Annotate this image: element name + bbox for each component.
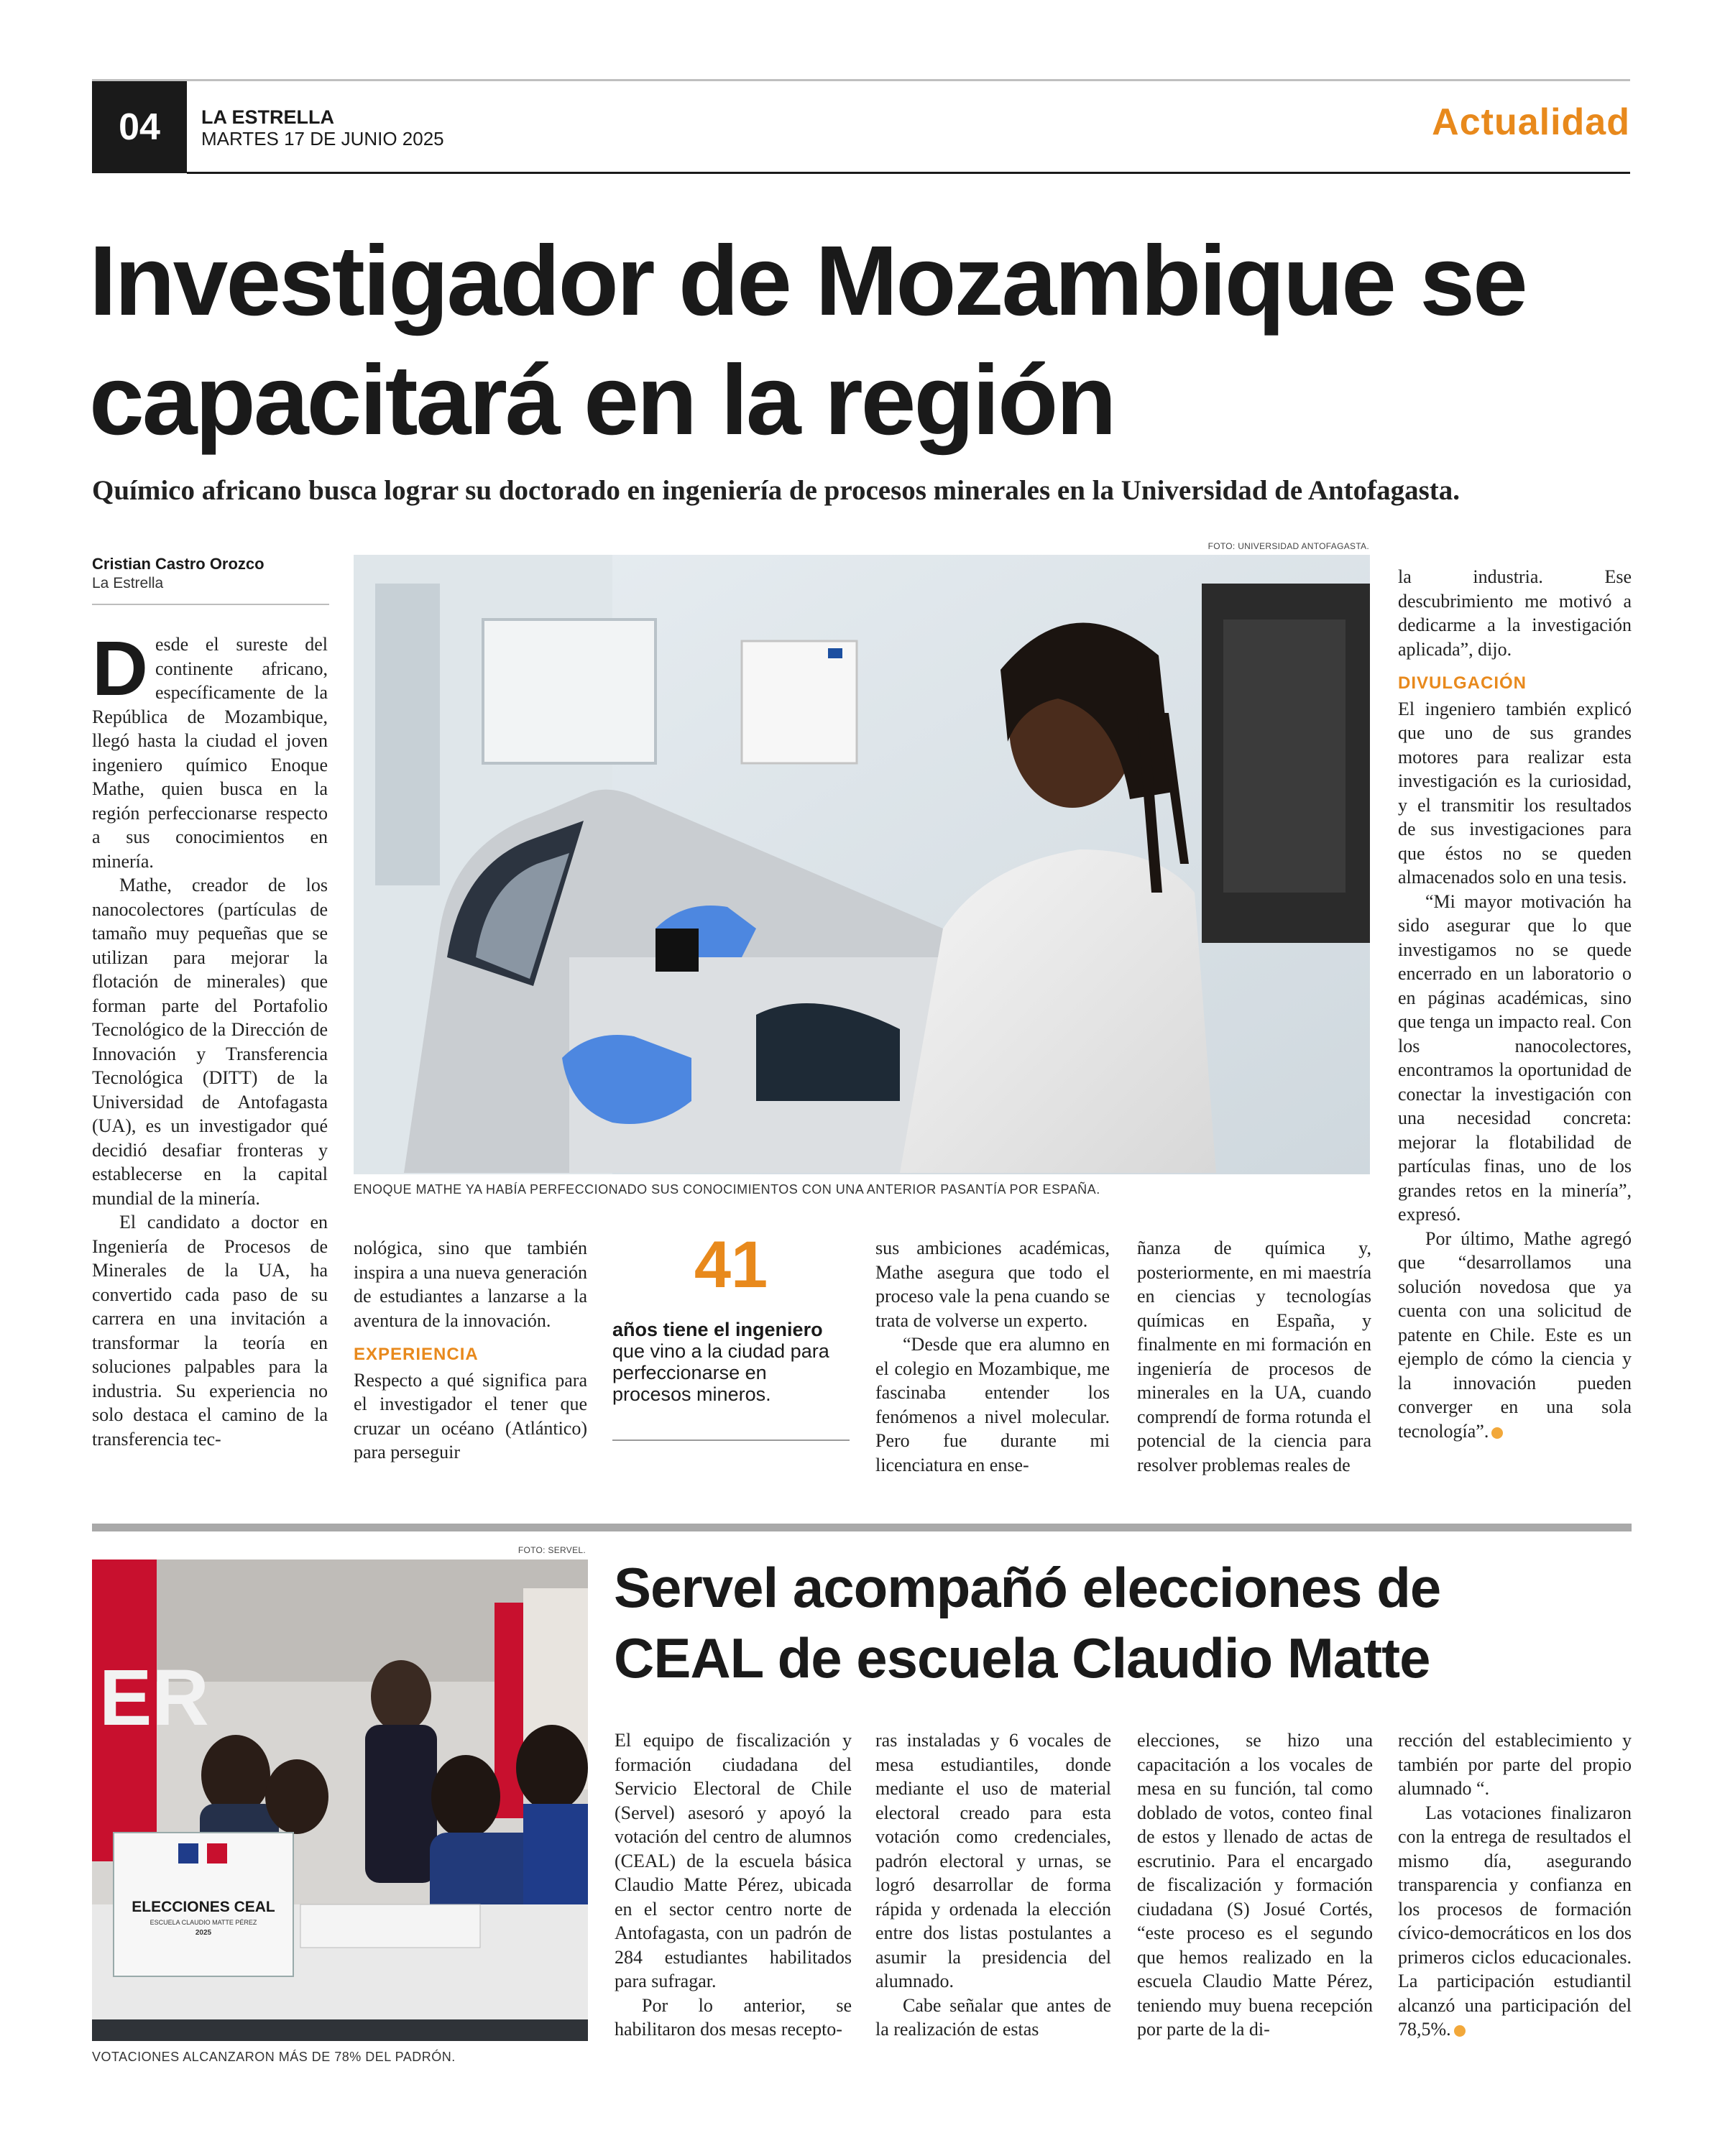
headline-2-line-2: CEAL de escuela Claudio Matte — [614, 1626, 1430, 1690]
ballot-box-title: ELECCIONES CEAL — [132, 1899, 275, 1915]
story1-col4-p2: “Desde que era alumno en el colegio en Mozambique, me fascinaba entender los fenómenos a nivel molecular. Pero fue durante mi licenciatura en ense- — [875, 1334, 1110, 1475]
byline-outlet: La Estrella — [92, 575, 164, 591]
ballot-box-subtitle: ESCUELA CLAUDIO MATTE PÉREZ — [150, 1919, 257, 1926]
subhead-divulgacion: DIVULGACIÓN — [1398, 673, 1527, 693]
story2-col4-p1: rección del establecimiento y también por parte del propio alumnado “. — [1398, 1730, 1632, 1799]
story1-col5-p1: ñanza de química y, posteriormente, en mi maestría en ciencias y tecnologías químicas en España, y finalmente en mi formación en ingeniería de procesos de minerales en la UA, cuando comprendí de forma rotunda el potencial de la ciencia para resolver problemas reales de — [1137, 1238, 1371, 1475]
story2-col4-p2 — [1398, 1801, 1632, 2042]
fact-text: que vino a la ciudad para perfeccionarse en procesos mineros. — [612, 1340, 829, 1405]
story1-col6-p1: la industria. Ese descubrimiento me motivó a dedicarme a la investigación aplicada”, dijo. — [1398, 566, 1632, 660]
story2-col2-p1: ras instaladas y 6 vocales de mesa estudiantiles, donde mediante el uso de material electoral creado para esta votación como credenciales, padrón electoral y urnas, se logró desarrollar de forma rápida y ordenada la elección entre dos listas postulantes a asumir la presidencia del alumnado. — [875, 1730, 1111, 1991]
story2-col3-p1: elecciones, se hizo una capacitación a los vocales de mesa en su función, tal como doblado de votos, conteo final de estos y llenado de actas de escrutinio. Para el encargado de fiscalización y formación ciudadana (S) Josué Cortés, “este proceso es el segundo que hemos realizado en la escuela Claudio Matte Pérez, teniendo muy buena recepción por parte de la di- — [1137, 1730, 1373, 2040]
deck: Químico africano busca lograr su doctorado en ingeniería de procesos minerales en la Universidad de Antofagasta. — [92, 475, 1460, 506]
photo-caption: ENOQUE MATHE YA HABÍA PERFECCIONADO SUS CONOCIMIENTOS CON UNA ANTERIOR PASANTÍA POR ESPAÑA. — [354, 1182, 1100, 1197]
story1-col6-p3: “Mi mayor motivación ha sido asegurar que lo que investigamos no se quede encerrado en un laboratorio o en páginas académicas, sino que tenga un impacto real. Con los nanocolectores, encontramos la oportunidad de conectar la investigación con una necesidad concreta: mejorar la flotabilidad de partículas finas, uno de los grandes retos en la minería”, expresó. — [1398, 890, 1632, 1225]
story2-column-2 — [875, 1728, 1111, 2042]
paper-name: LA ESTRELLA — [201, 106, 334, 128]
photo-credit: FOTO: UNIVERSIDAD ANTOFAGASTA. — [1208, 541, 1369, 551]
headline-2-line-1: Servel acompañó elecciones de — [614, 1556, 1441, 1619]
story1-col2-p2: Respecto a qué significa para el investigador el tener que cruzar un océano (Atlántico) para perseguir — [354, 1369, 587, 1462]
story2-column-4 — [1398, 1728, 1632, 2042]
headline-line-2: capacitará en la región — [89, 345, 1115, 456]
fact-bold: años tiene el ingeniero — [612, 1319, 823, 1340]
page-number-box — [92, 81, 187, 173]
story1-column-1 — [92, 625, 328, 1451]
end-mark-icon — [1454, 2025, 1466, 2037]
story2-col2-p2: Cabe señalar que antes de la realización de estas — [875, 1994, 1111, 2040]
lead-photo — [354, 555, 1370, 1174]
issue-date: MARTES 17 DE JUNIO 2025 — [201, 128, 444, 149]
headline — [89, 221, 1642, 460]
section-label: Actualidad — [1432, 101, 1630, 143]
servel-photo — [92, 1560, 588, 2041]
photo2-credit: FOTO: SERVEL. — [518, 1545, 586, 1555]
story1-column-4 — [875, 1236, 1110, 1477]
headline-2 — [614, 1552, 1634, 1693]
ballot-box-year: 2025 — [195, 1929, 212, 1937]
subhead-experiencia: EXPERIENCIA — [354, 1345, 479, 1364]
fact-number: 41 — [694, 1228, 768, 1302]
story2-col1-p2: Por lo anterior, se habilitaron dos mesas recepto- — [615, 1994, 852, 2040]
story1-col1-p1: esde el sureste del continente africano, específicamente de la República de Mozambique, llegó hasta la ciudad el joven ingeniero químico Enoque Mathe, quien busca en la región perfeccionarse respecto a sus conocimientos en minería. — [92, 634, 328, 872]
photo2-caption: VOTACIONES ALCANZARON MÁS DE 78% DEL PADRÓN. — [92, 2050, 456, 2064]
svg-text:ER: ER — [99, 1654, 209, 1742]
byline — [92, 555, 329, 605]
story2-column-1 — [615, 1728, 852, 2042]
story1-column-5 — [1137, 1236, 1371, 1477]
story-divider — [92, 1524, 1632, 1531]
story1-column-6 — [1398, 565, 1632, 1443]
story1-column-2 — [354, 1236, 587, 1465]
story2-column-3 — [1137, 1728, 1373, 2042]
story1-col6-p4 — [1398, 1227, 1632, 1444]
byline-name: Cristian Castro Orozco — [92, 555, 264, 573]
story1-col6-p4-text: Por último, Mathe agregó que “desarrollamos una solución novedosa que ya cuenta con una solicitud de patente en Chile. Este es un ejemplo de cómo la ciencia y la innovación pueden converger en una sola tecnología”. — [1398, 1227, 1632, 1442]
fact-box — [612, 1225, 850, 1445]
story1-col1-p2: Mathe, creador de los nanocolectores (partículas de tamaño muy pequeñas que se utilizan para mejorar la flotación de minerales) que forman parte del Portafolio Tecnológico de la Dirección de Innovación y Transferencia Tecnológica (DITT) de la Universidad de Antofagasta (UA), es un investigador qué decidió desafiar fronteras y establecerse en la capital mundial de la minería. — [92, 875, 328, 1209]
end-mark-icon — [1491, 1427, 1503, 1439]
story1-col6-p2: El ingeniero también explicó que uno de sus grandes motores para realizar esta investigación es la curiosidad, y el transmitir los resultados de sus investigaciones para que éstos no se queden almacenados solo en una tesis. — [1398, 698, 1632, 888]
story2-col4-p2-text: Las votaciones finalizaron con la entrega de resultados el mismo día, asegurando transparencia y confianza en los procesos de formación cívico-democráticos en los dos primeros ciclos educacionales. La participación estudiantil alcanzó una participación del 78,5%. — [1398, 1802, 1632, 2040]
story1-col2-p1: nológica, sino que también inspira a una nueva generación de estudiantes a lanzarse a la aventura de la innovación. — [354, 1238, 587, 1331]
page-header — [92, 79, 1630, 174]
headline-line-1: Investigador de Mozambique se — [89, 226, 1526, 336]
drop-cap: D — [92, 625, 148, 711]
page-number: 04 — [119, 106, 160, 148]
story1-col1-p3: El candidato a doctor en Ingeniería de Procesos de Minerales de la UA, ha convertido cada paso de su carrera en una invitación a transformar la teoría en soluciones palpables para la industria. Su experiencia no solo destaca el camino de la transferencia tec- — [92, 1212, 328, 1450]
story1-col4-p1: sus ambiciones académicas, Mathe asegura que todo el proceso vale la pena cuando se trata de volverse un experto. — [875, 1238, 1110, 1331]
story2-col1-p1: El equipo de fiscalización y formación ciudadana del Servicio Electoral de Chile (Servel) asesoró y apoyó la votación del centro de alumnos (CEAL) de la escuela básica Claudio Matte Pérez, ubicada en el sector centro norte de Antofagasta, con un padrón de 284 estudiantes habilitados para sufragar. — [615, 1730, 852, 1991]
